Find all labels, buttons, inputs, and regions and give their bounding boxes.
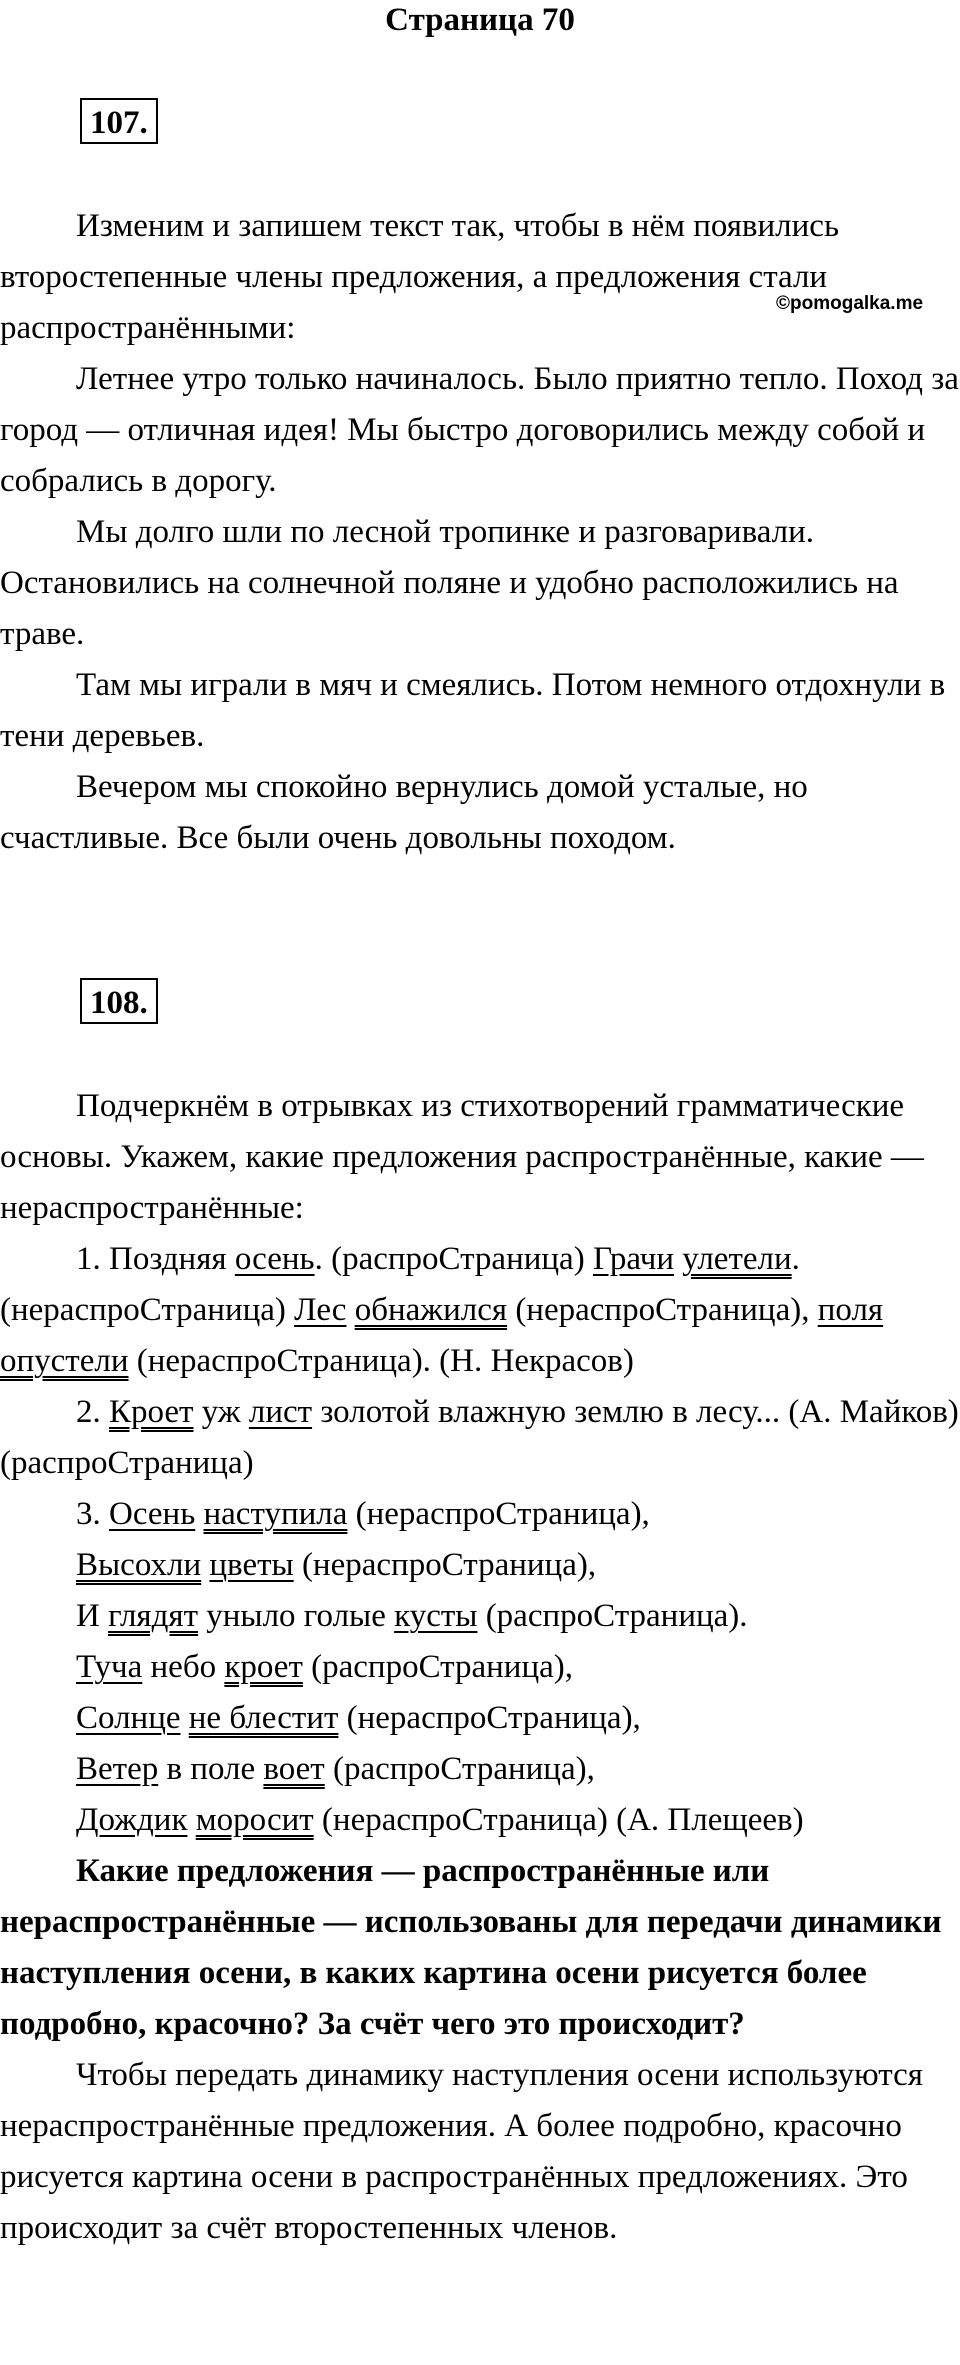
text-fragment: . (нераспроСтраница) [0, 1241, 800, 1328]
subject-word: цветы [209, 1547, 294, 1583]
watermark: ©pomogalka.me [776, 293, 924, 314]
predicate-word: Высохли [76, 1547, 202, 1583]
text-fragment: 3. [76, 1496, 109, 1532]
text-fragment: уныло голые [198, 1598, 395, 1634]
exercise-108-text [0, 1081, 960, 2254]
subject-word: Грачи [592, 1241, 675, 1277]
predicate-word: Кроет [109, 1394, 194, 1430]
subject-word: Туча [76, 1649, 143, 1685]
predicate-word: опустели [0, 1343, 129, 1379]
subject-word: Солнце [76, 1700, 181, 1736]
subject-word: кусты [394, 1598, 478, 1634]
poem-3-line-5 [0, 1693, 960, 1744]
exercise-107-number-dot: . [139, 105, 148, 141]
exercise-107-text [0, 201, 960, 864]
text-fragment: в поле [158, 1751, 264, 1787]
text-fragment: 1. Поздняя [76, 1241, 235, 1277]
poem-3-line-3 [0, 1591, 960, 1642]
text-fragment: (распроСтраница), [302, 1649, 573, 1685]
text-fragment: 2. [76, 1394, 109, 1430]
text-fragment: (нераспроСтраница), [507, 1292, 818, 1328]
text-fragment: (нераспроСтраница), [347, 1496, 650, 1532]
text-fragment: И [76, 1598, 109, 1634]
poem-1 [0, 1234, 960, 1387]
predicate-word: не блестит [188, 1700, 339, 1736]
text-fragment: (нераспроСтраница), [338, 1700, 641, 1736]
predicate-word: наступила [203, 1496, 348, 1532]
exercise-107-number-text: 107 [90, 105, 140, 141]
text-fragment [181, 1700, 189, 1736]
exercise-107-paragraph-3: Там мы играли в мяч и смеялись. Потом немного отдохнули в тени деревьев. [0, 667, 946, 754]
text-fragment [187, 1802, 195, 1838]
text-fragment: (нераспроСтраница) (А. Плещеев) [313, 1802, 804, 1838]
subject-word: поля [817, 1292, 884, 1328]
exercise-107-paragraph-1: Летнее утро только начиналось. Было приятно тепло. Поход за город — отличная идея! Мы быстро договорились между собой и собрались в дорогу. [0, 361, 959, 499]
text-fragment: небо [142, 1649, 225, 1685]
subject-word: Ветер [76, 1751, 159, 1787]
predicate-word: моросит [195, 1802, 314, 1838]
text-fragment: (нераспроСтраница), [293, 1547, 597, 1583]
exercise-108-intro: Подчеркнём в отрывках из стихотворений грамматические основы. Укажем, какие предложения распространённые, какие — нераспространённые: [0, 1088, 924, 1226]
poem-3-line-6 [0, 1744, 960, 1795]
text-fragment: (распроСтраница), [324, 1751, 595, 1787]
predicate-word: воет [263, 1751, 325, 1787]
exercise-108-number [80, 978, 158, 1024]
text-fragment: уж [193, 1394, 249, 1430]
text-fragment: (распроСтраница). [477, 1598, 748, 1634]
subject-word: осень [234, 1241, 315, 1277]
predicate-word: глядят [108, 1598, 198, 1634]
text-fragment [346, 1292, 354, 1328]
page-title: Страница 70 [385, 2, 575, 38]
predicate-word: улетели [682, 1241, 792, 1277]
subject-word: лист [248, 1394, 313, 1430]
exercise-107-paragraph-4: Вечером мы спокойно вернулись домой усталые, но счастливые. Все были очень довольны походом. [0, 769, 808, 856]
subject-word: Лес [294, 1292, 347, 1328]
exercise-107-number [80, 98, 158, 144]
exercise-108-number-dot: . [139, 985, 148, 1021]
poem-3-line-4 [0, 1642, 960, 1693]
poem-2 [0, 1387, 960, 1489]
poem-3-line-1 [0, 1489, 960, 1540]
text-fragment: . (распроСтраница) [314, 1241, 593, 1277]
poem-3-line-2 [0, 1540, 960, 1591]
text-fragment: (нераспроСтраница). (Н. Некрасов) [128, 1343, 634, 1379]
exercise-108-answer: Чтобы передать динамику наступления осени используются нераспространённые предложения. А более подробно, красочно рисуется картина осени в распространённых предложениях. Это происходит за счёт второстепенных членов. [0, 2057, 923, 2246]
subject-word: Осень [109, 1496, 196, 1532]
exercise-108-question: Какие предложения — распространённые или нераспространённые — использованы для передачи динамики наступления осени, в каких картина осени рисуется более подробно, красочно? За счёт чего это происходит? [0, 1853, 942, 2042]
predicate-word: обнажился [354, 1292, 508, 1328]
subject-word: Дождик [76, 1802, 188, 1838]
text-fragment: золотой влажную землю в лесу... (А. Майков) (распроСтраница) [0, 1394, 959, 1481]
exercise-107-paragraph-2: Мы долго шли по лесной тропинке и разговаривали. Остановились на солнечной поляне и удобно расположились на траве. [0, 514, 899, 652]
exercise-107-intro: Изменим и запишем текст так, чтобы в нём появились второстепенные члены предложения, а предложения стали распространёнными: [0, 208, 839, 346]
predicate-word: кроет [224, 1649, 303, 1685]
poem-3-line-7 [0, 1795, 960, 1846]
text-fragment [195, 1496, 203, 1532]
exercise-108-number-text: 108 [90, 985, 140, 1021]
